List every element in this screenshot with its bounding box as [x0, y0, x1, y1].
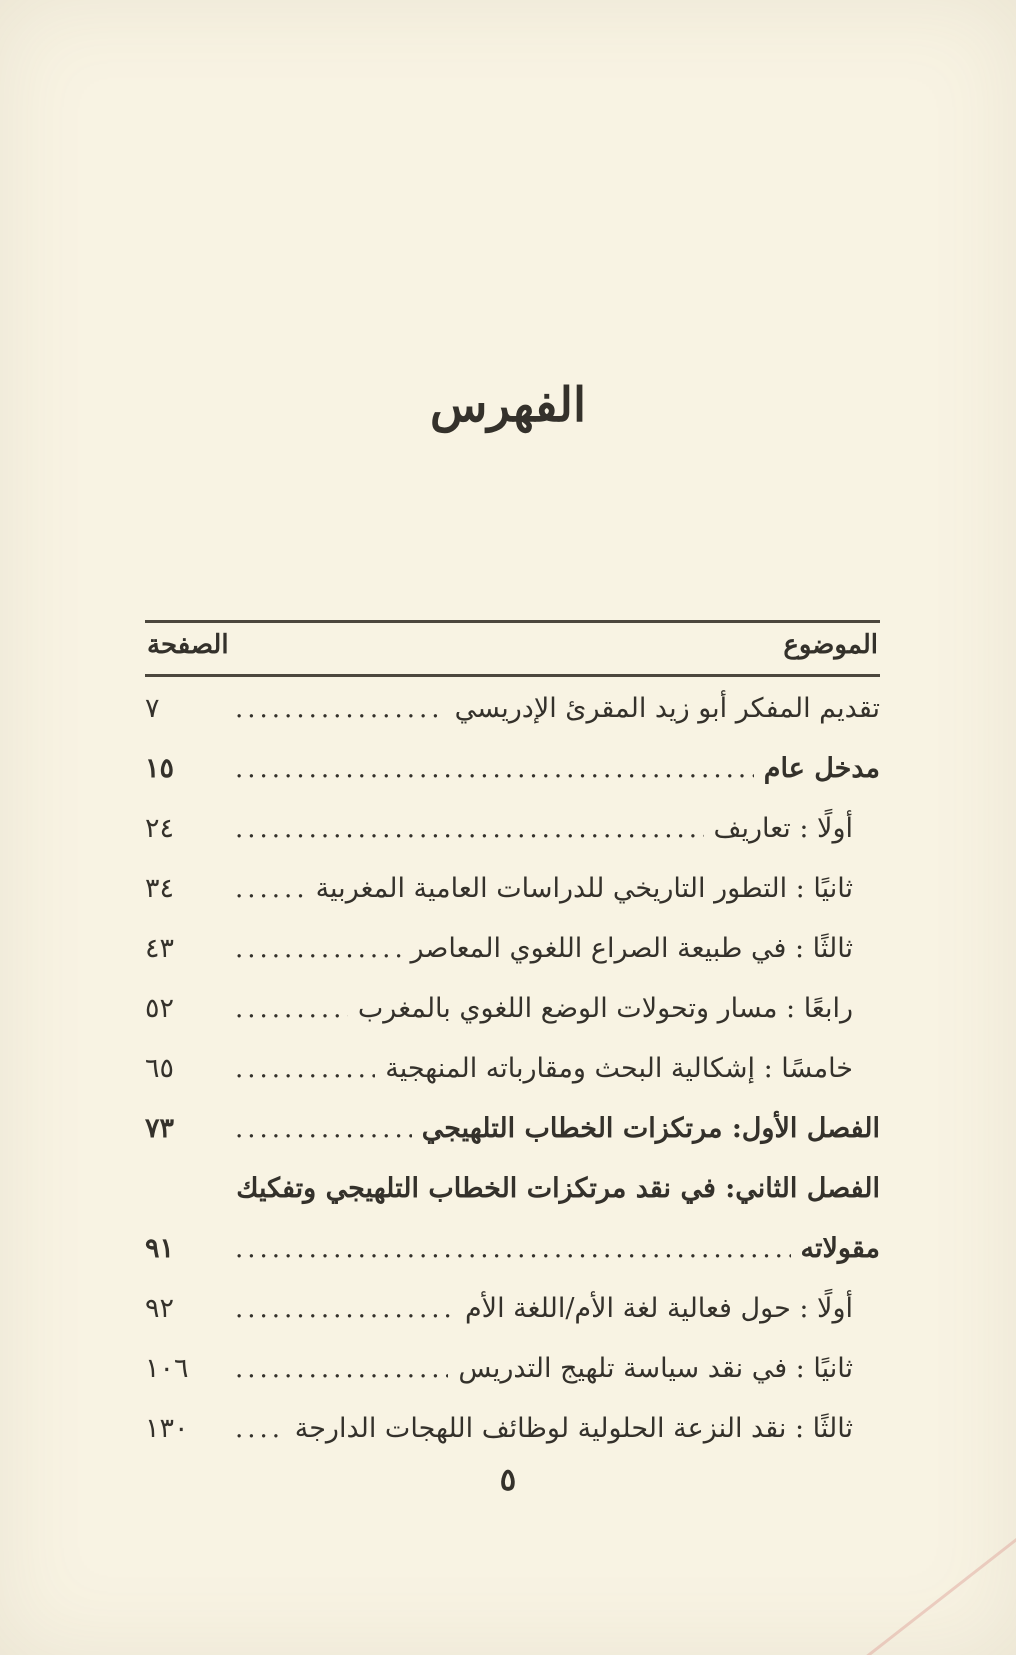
- toc-entry-title: ثانيًا : التطور التاريخي للدراسات العامية المغربية: [315, 873, 853, 904]
- toc-entry-title: أولًا : تعاريف: [713, 813, 853, 844]
- toc-entry: [145, 1399, 880, 1459]
- dotted-leader: [235, 1219, 791, 1279]
- toc-entry-page-number: ١٠٦: [145, 1353, 189, 1384]
- dotted-leader: [235, 1039, 375, 1099]
- toc-entry-page-number: ٩٢: [145, 1293, 175, 1324]
- toc-entry-page-number: ٤٣: [145, 933, 175, 964]
- toc-entry-title: ثالثًا : في طبيعة الصراع اللغوي المعاصر: [410, 933, 853, 964]
- toc-entry: [145, 799, 880, 859]
- toc-header: [145, 620, 880, 677]
- toc-entry-page-number: ٣٤: [145, 873, 175, 904]
- dotted-leader: [235, 799, 704, 859]
- toc-entry-page-number: ١٣٠: [145, 1413, 189, 1444]
- toc-entry-title: تقديم المفكر أبو زيد المقرئ الإدريسي: [454, 693, 880, 724]
- dotted-leader: [235, 979, 348, 1039]
- toc-entry-page-number: ٧: [145, 693, 160, 724]
- toc-entry-page-number: ٢٤: [145, 813, 175, 844]
- dotted-leader: [235, 679, 445, 739]
- toc-entry: [145, 739, 880, 799]
- toc-entry-title: ثانيًا : في نقد سياسة تلهيج التدريس: [458, 1353, 853, 1384]
- toc-entry-page-number: ٩١: [145, 1233, 175, 1264]
- toc-entry: [145, 1339, 880, 1399]
- page-title: الفهرس: [429, 378, 587, 433]
- toc-entry: [145, 979, 880, 1039]
- toc-entries: [145, 677, 880, 1459]
- toc-header-subject: الموضوع: [783, 630, 878, 660]
- dotted-leader: [235, 919, 401, 979]
- dotted-leader: [235, 859, 306, 919]
- toc-entry-title: أولًا : حول فعالية لغة الأم/اللغة الأم: [464, 1293, 853, 1324]
- toc-entry-title: خامسًا : إشكالية البحث ومقارباته المنهجية: [385, 1053, 853, 1084]
- toc-entry: [145, 679, 880, 739]
- toc-entry: [145, 1219, 880, 1279]
- toc-entry-title: ثالثًا : نقد النزعة الحلولية لوظائف اللهجات الدارجة: [294, 1413, 853, 1444]
- toc-content: [145, 620, 880, 1459]
- dotted-leader: [235, 739, 754, 799]
- toc-header-page: الصفحة: [147, 630, 229, 660]
- toc-entry-title: مدخل عام: [763, 753, 880, 784]
- toc-entry-title: الفصل الثاني: في نقد مرتكزات الخطاب التلهيجي وتفكيك: [236, 1173, 880, 1204]
- toc-entry-title: مقولاته: [800, 1233, 880, 1264]
- toc-entry-page-number: ١٥: [145, 753, 175, 784]
- toc-entry: [145, 1159, 880, 1219]
- toc-entry-title: رابعًا : مسار وتحولات الوضع اللغوي بالمغرب: [357, 993, 853, 1024]
- toc-entry-title: الفصل الأول: مرتكزات الخطاب التلهيجي: [421, 1113, 880, 1144]
- dotted-leader: [235, 1279, 455, 1339]
- toc-entry: [145, 1279, 880, 1339]
- toc-entry-page-number: ٦٥: [145, 1053, 175, 1084]
- toc-entry-page-number: ٥٢: [145, 993, 175, 1024]
- dotted-leader: [235, 1099, 412, 1159]
- toc-entry-page-number: ٧٣: [145, 1113, 175, 1144]
- page-number: ٥: [499, 1462, 517, 1498]
- toc-entry: [145, 1099, 880, 1159]
- toc-entry: [145, 1039, 880, 1099]
- dotted-leader: [235, 1399, 285, 1459]
- dotted-leader: [235, 1339, 448, 1399]
- toc-entry: [145, 919, 880, 979]
- scan-artifact-mark: [849, 1527, 1016, 1655]
- toc-entry: [145, 859, 880, 919]
